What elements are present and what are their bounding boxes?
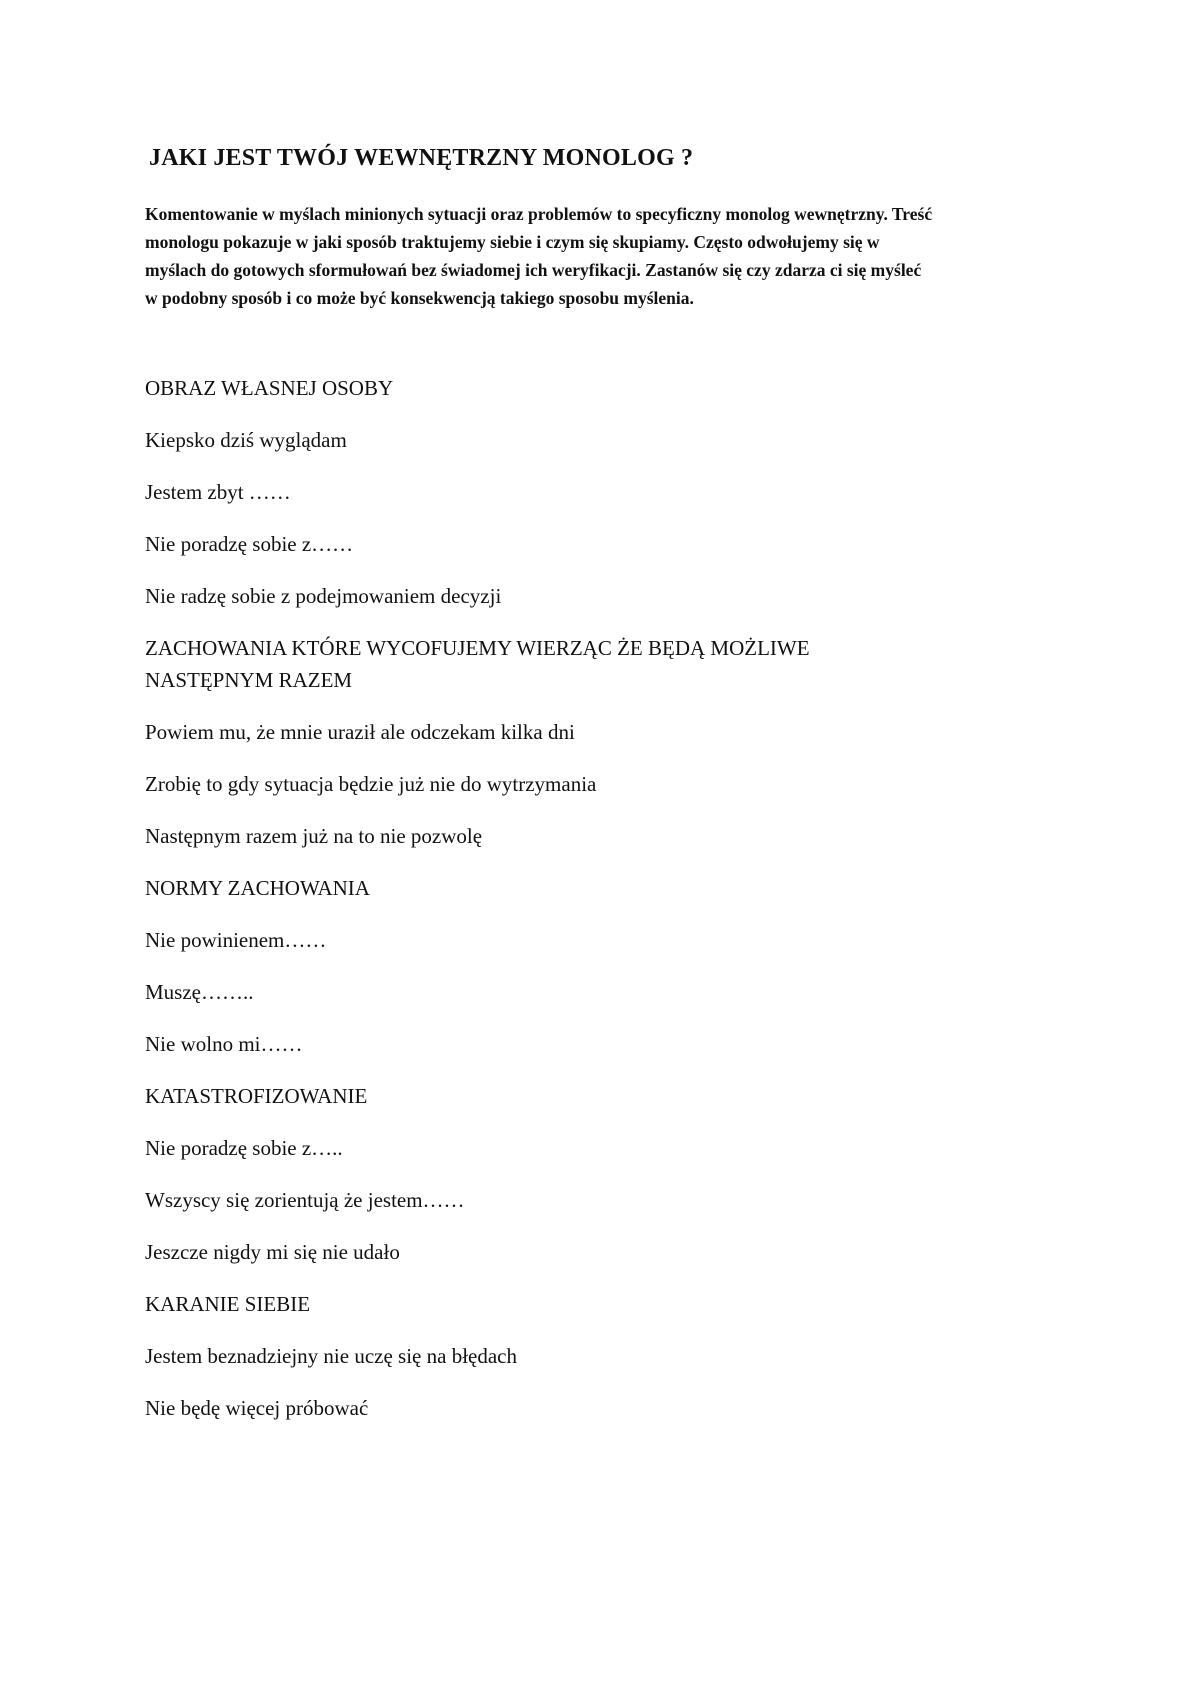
list-item: Nie powinienem……	[145, 928, 327, 952]
section-heading-line: NASTĘPNYM RAZEM	[145, 668, 353, 692]
intro-line: Komentowanie w myślach minionych sytuacji oraz problemów to specyficzny monolog wewnętrzny. Treść	[145, 204, 933, 224]
list-item: Nie będę więcej próbować	[145, 1396, 369, 1420]
list-item: Zrobię to gdy sytuacja będzie już nie do wytrzymania	[145, 772, 597, 796]
list-item: Nie wolno mi……	[145, 1032, 303, 1056]
section-heading-self-image: OBRAZ WŁASNEJ OSOBY	[145, 376, 394, 400]
list-item: Nie poradzę sobie z……	[145, 532, 354, 556]
intro-line: monologu pokazuje w jaki sposób traktujemy siebie i czym się skupiamy. Często odwołujemy się w	[145, 232, 880, 252]
list-item: Następnym razem już na to nie pozwolę	[145, 824, 483, 848]
list-item: Kiepsko dziś wyglądam	[145, 428, 347, 452]
list-item: Jestem beznadziejny nie uczę się na błędach	[145, 1344, 517, 1368]
section-heading-catastrophizing: KATASTROFIZOWANIE	[145, 1084, 368, 1108]
list-item: Jeszcze nigdy mi się nie udało	[145, 1240, 400, 1264]
list-item: Powiem mu, że mnie uraził ale odczekam kilka dni	[145, 720, 575, 744]
intro-line: myślach do gotowych sformułowań bez świadomej ich weryfikacji. Zastanów się czy zdarza ci się myśleć	[145, 260, 922, 280]
document-title: JAKI JEST TWÓJ WEWNĘTRZNY MONOLOG ?	[149, 145, 694, 171]
intro-line: w podobny sposób i co może być konsekwencją takiego sposobu myślenia.	[145, 288, 694, 308]
list-item: Wszyscy się zorientują że jestem……	[145, 1188, 465, 1212]
section-heading-line: ZACHOWANIA KTÓRE WYCOFUJEMY WIERZĄC ŻE BĘDĄ MOŻLIWE	[145, 636, 810, 660]
list-item: Nie radzę sobie z podejmowaniem decyzji	[145, 584, 502, 608]
section-heading-postponed-behaviors	[145, 632, 1045, 696]
section-heading-self-punishment: KARANIE SIEBIE	[145, 1292, 311, 1316]
list-item: Muszę……..	[145, 980, 254, 1004]
list-item: Jestem zbyt ……	[145, 480, 291, 504]
section-heading-behavior-norms: NORMY ZACHOWANIA	[145, 876, 370, 900]
monologue-list	[145, 372, 1045, 1444]
list-item: Nie poradzę sobie z…..	[145, 1136, 343, 1160]
intro-paragraph	[145, 200, 1070, 312]
